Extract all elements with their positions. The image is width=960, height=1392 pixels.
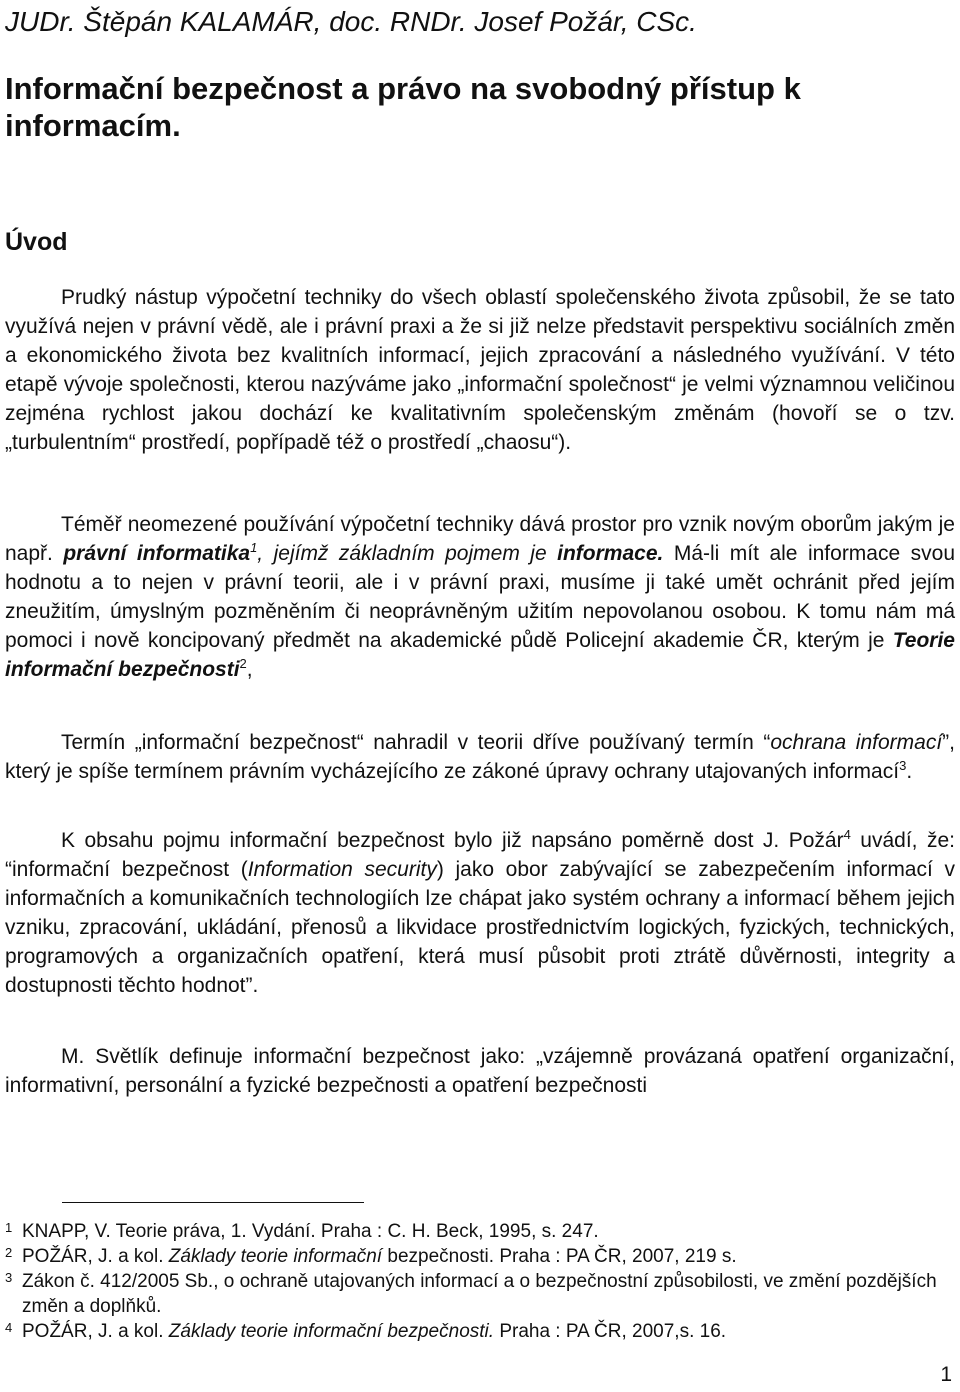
paragraph-text: Téměř neomezené používání výpočetní techniky dává prostor pro vznik novým oborům jakým je např. (5, 513, 955, 565)
paragraph-text: Prudký nástup výpočetní techniky do všech oblastí společenského života způsobil, že se tato využívá nejen v právní vědě, ale i právní praxi a že si již nelze představit perspektivu sociálních změn a ekonomického života bez kvalitních informací, jejich zpracování a následného využívání. V této etapě vývoje společnosti, kterou nazýváme jako „informační společnost“ je velmi významnou veličinou zejména rychlost jakou dochází ke kvalitativním společenským změnám (hovoří se o tzv. „turbulentním“ prostředí, popřípadě též o prostředí „chaosu“). (5, 286, 955, 454)
paragraph-text: . (906, 760, 913, 783)
footnote-3 (5, 1269, 955, 1319)
footnote-number: 4 (5, 1320, 13, 1335)
term-information: informace. (557, 542, 664, 565)
footnote-text-tail: bezpečnosti. Praha : PA ČR, 2007, 219 s. (382, 1246, 737, 1267)
footnote-text: Zákon č. 412/2005 Sb., o ochraně utajovaných informací a o bezpečnostní způsobilosti, ve změní pozdějších změn a doplňků. (22, 1271, 937, 1317)
paragraph-text: , (246, 658, 253, 681)
paragraph-text: Termín „informační bezpečnost“ nahradil v teorii dříve používaný termín “ (61, 731, 771, 754)
footnote-ref-3[interactable]: 3 (899, 758, 907, 773)
paragraph-text: uvádí, že: “informační bezpečnost ( (5, 829, 955, 881)
paragraph-text: M. Světlík definuje informační bezpečnost jako: „vzájemně provázaná opatření organizační, informativní, personální a fyzické bezpečnosti a opatření bezpečnosti (5, 1045, 955, 1097)
footnote-number: 3 (5, 1270, 13, 1285)
footnote-text: KNAPP, V. Teorie práva, 1. Vydání. Praha : C. H. Beck, 1995, s. 247. (22, 1221, 599, 1242)
authors-line: JUDr. Štěpán KALAMÁR, doc. RNDr. Josef Požár, CSc. (5, 6, 697, 37)
footnote-italic: Základy teorie informační (168, 1246, 383, 1267)
footnote-2 (5, 1244, 955, 1269)
term-information-protection: ochrana informací (770, 731, 943, 754)
paragraph-text: ) jako obor zabývající se zabezpečením informací v informačních a komunikačních technologiích lze chápat jako systém ochrany a informací během jejich vzniku, zpracování, ukládání, přenosů a likvidace prostřednictvím logických, fyzických, technických, programových a organizačních opatření, která musí působit proti ztrátě důvěrnosti, integrity a dostupnosti těchto hodnot”. (5, 858, 955, 997)
paragraph-informatics (5, 510, 955, 684)
paragraph-intro (5, 283, 955, 457)
footnote-italic: Základy teorie informační bezpečnosti. (168, 1321, 495, 1342)
paragraph-text: K obsahu pojmu informační bezpečnost bylo již napsáno poměrně dost J. Požár (61, 829, 844, 852)
footnote-ref-2[interactable]: 2 (239, 656, 247, 671)
term-legal-informatics: právní informatika (63, 542, 251, 565)
footnote-1 (5, 1219, 955, 1244)
footnote-text: POŽÁR, J. a kol. (22, 1246, 169, 1267)
term-information-security-en: Information security (247, 858, 437, 881)
footnote-ref-1[interactable]: 1 (250, 540, 258, 555)
footnote-number: 1 (5, 1220, 13, 1235)
paragraph-definition-svetlik (5, 1042, 955, 1100)
footnote-divider (62, 1202, 364, 1203)
paragraph-text: Má-li mít ale informace svou hodnotu a to nejen v právní teorii, ale i v právní praxi, musíme ji také umět ochránit před jejím zneužitím, úmyslným pozměněním či neoprávněným užitím nepovolanou osobou. K tomu nám má pomoci i nově koncipovaný předmět na akademické půdě Policejní akademie ČR, kterým je (5, 542, 956, 652)
document-title: Informační bezpečnost a právo na svobodný přístup k informacím. (5, 71, 801, 143)
footnote-text: POŽÁR, J. a kol. (22, 1321, 169, 1342)
footnote-text-tail: Praha : PA ČR, 2007,s. 16. (494, 1321, 727, 1342)
paragraph-definition-pozar (5, 826, 955, 1000)
term-information-security-theory: Teorie informační bezpečnosti (5, 629, 955, 681)
section-heading: Úvod (5, 228, 68, 256)
footnote-number: 2 (5, 1245, 13, 1260)
footnote-ref-4[interactable]: 4 (843, 827, 851, 842)
paragraph-text: , jejímž základním pojmem je (257, 542, 558, 565)
footnotes (5, 1219, 955, 1344)
paragraph-term (5, 728, 955, 786)
paragraph-text: ”, který je spíše termínem právním vycházejícího ze zákoné úpravy ochrany utajovaných informací (5, 731, 955, 783)
page-number: 1 (940, 1363, 952, 1386)
footnote-4 (5, 1319, 955, 1344)
